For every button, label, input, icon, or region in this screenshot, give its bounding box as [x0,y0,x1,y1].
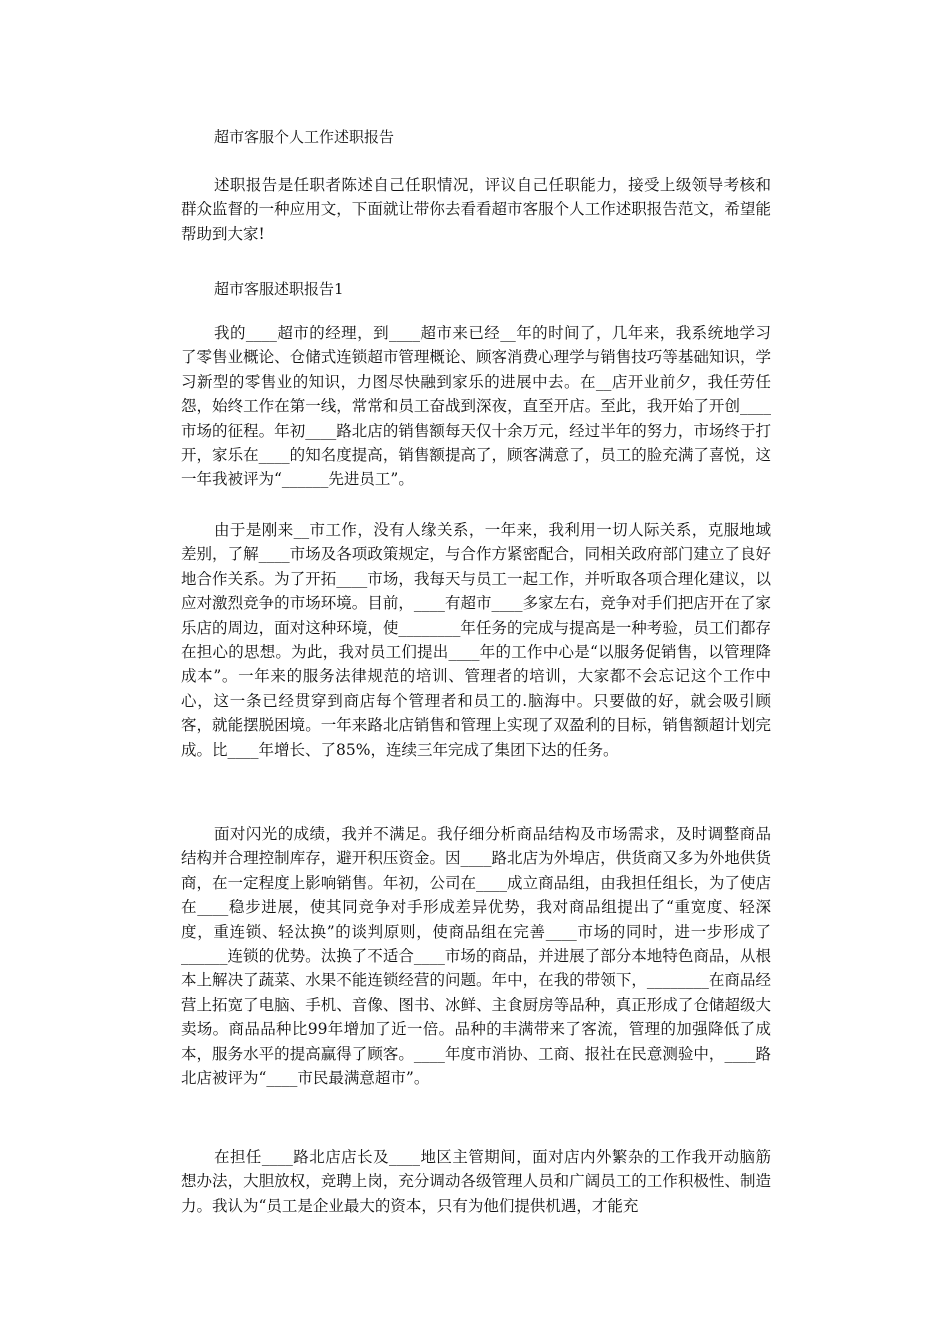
body-paragraph-1: 我的____超市的经理，到____超市来已经__年的时间了，几年来，我系统地学习了零售业概论、仓储式连锁超市管理概论、顾客消费心理学与销售技巧等基础知识，学习新型的零售业的知识，力图尽快融到家乐的进展中去。在__店开业前夕，我任劳任怨，始终工作在第一线，常常和员工奋战到深夜，直至开店。至此，我开始了开创____市场的征程。年初____路北店的销售额每天仅十余万元，经过半年的努力，市场终于打开，家乐在____的知名度提高，销售额提高了，顾客满意了，员工的脸充满了喜悦，这一年我被评为“______先进员工”。 [181,324,771,489]
section-heading: 超市客服述职报告1 [214,280,344,298]
intro-paragraph: 述职报告是任职者陈述自己任职情况，评议自己任职能力，接受上级领导考核和群众监督的一种应用文，下面就让带你去看看超市客服个人工作述职报告范文，希望能帮助到大家! [181,176,771,243]
document-title: 超市客服个人工作述职报告 [214,128,395,146]
body-paragraph-3: 面对闪光的成绩，我并不满足。我仔细分析商品结构及市场需求，及时调整商品结构并合理控制库存，避开积压资金。因____路北店为外埠店，供货商又多为外地供货商，在一定程度上影响销售。年初，公司在____成立商品组，由我担任组长，为了使店在____稳步进展，使其同竞争对手形成差异优势，我对商品组提出了“重宽度、轻深度，重连锁、轻汰换”的谈判原则，使商品组在完善____市场的同时，进一步形成了______连锁的优势。汰换了不适合____市场的商品，并进展了部分本地特色商品，从根本上解决了蔬菜、水果不能连锁经营的问题。年中，在我的带领下，________在商品经营上拓宽了电脑、手机、音像、图书、冰鲜、主食厨房等品种，真正形成了仓储超级大卖场。商品品种比99年增加了近一倍。品种的丰满带来了客流，管理的加强降低了成本，服务水平的提高赢得了顾客。____年度市消协、工商、报社在民意测验中，____路北店被评为“____市民最满意超市”。 [181,825,771,1088]
body-paragraph-4: 在担任____路北店店长及____地区主管期间，面对店内外繁杂的工作我开动脑筋想办法，大胆放权，竞聘上岗，充分调动各级管理人员和广阔员工的工作积极性、制造力。我认为“员工是企业最大的资本，只有为他们提供机遇，才能充 [181,1148,771,1215]
body-paragraph-2: 由于是刚来__市工作，没有人缘关系，一年来，我利用一切人际关系，克服地域差别，了解____市场及各项政策规定，与合作方紧密配合，同相关政府部门建立了良好地合作关系。为了开拓____市场，我每天与员工一起工作，并听取各项合理化建议，以应对激烈竞争的市场环境。目前，____有超市____多家左右，竞争对手们把店开在了家乐店的周边，面对这种环境，使________年任务的完成与提高是一种考验，员工们都存在担心的思想。为此，我对员工们提出____年的工作中心是“以服务促销售，以管理降成本”。一年来的服务法律规范的培训、管理者的培训，大家都不会忘记这个工作中心，这一条已经贯穿到商店每个管理者和员工的.脑海中。只要做的好，就会吸引顾客，就能摆脱困境。一年来路北店销售和管理上实现了双盈利的目标，销售额超计划完成。比____年增长、了85%，连续三年完成了集团下达的任务。 [181,521,771,759]
